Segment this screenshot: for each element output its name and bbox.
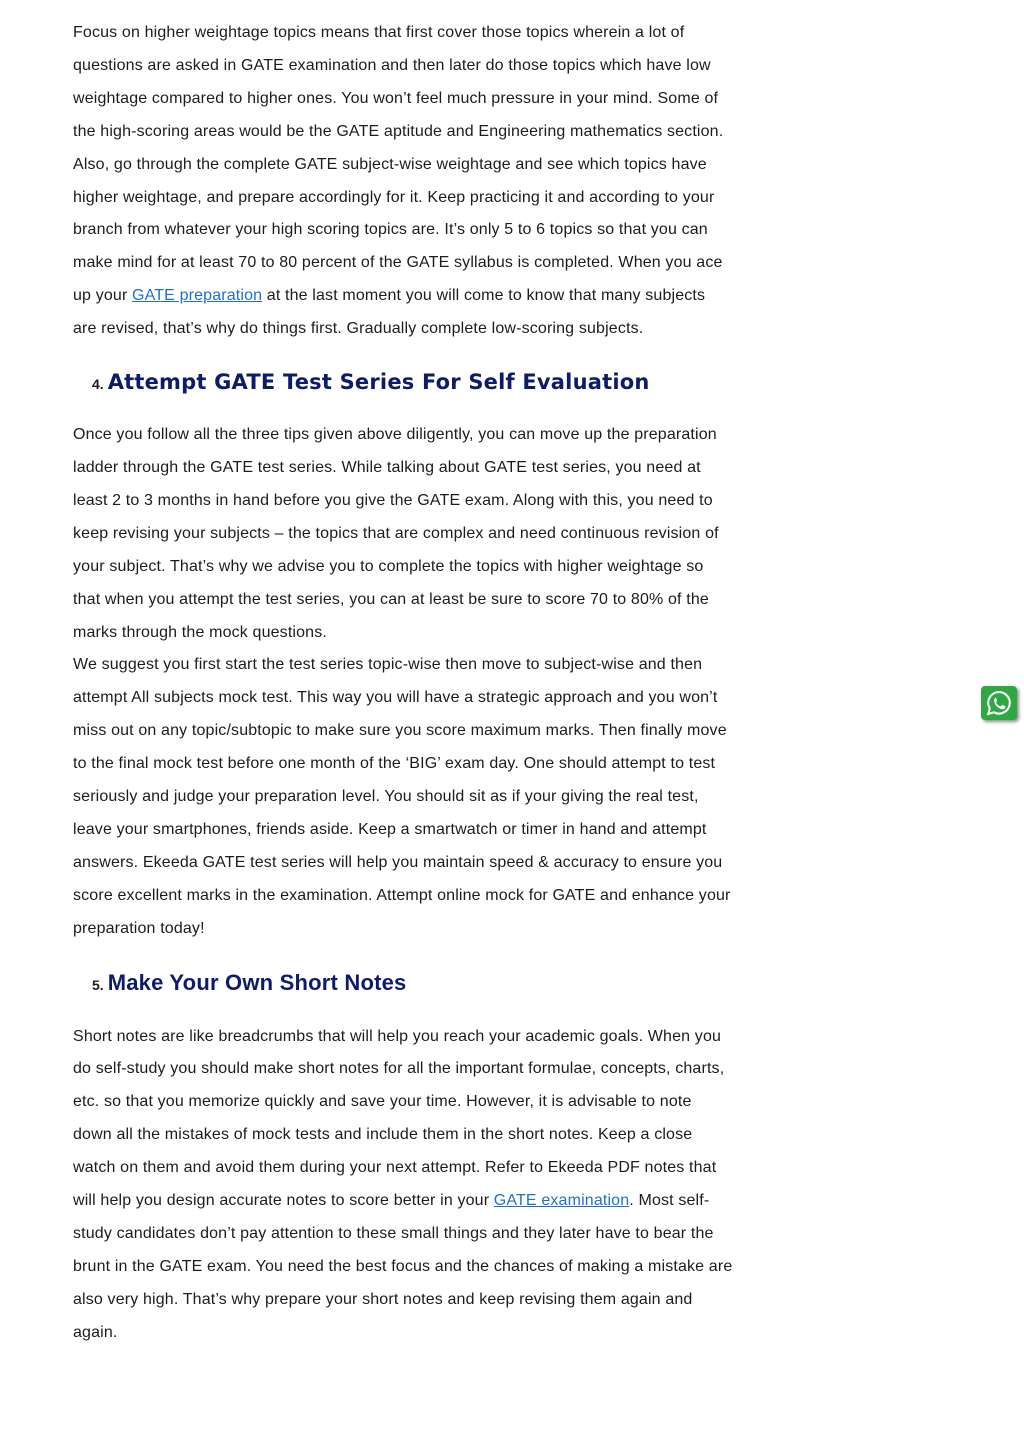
paragraph-text: Short notes are like breadcrumbs that will help you reach your academic goals. When you do self-study you should make short notes for all the important formulae, concepts, charts, etc. so that you memorize quickly and save your time. However, it is advisable to note down all the mistakes of mock tests and include them in the short notes. Keep a close watch on them and avoid them during your next attempt. Refer to Ekeeda PDF notes that will help you design accurate notes to score better in your bbox=[73, 1027, 725, 1210]
gate-preparation-link[interactable]: GATE preparation bbox=[132, 287, 263, 305]
list-number: 4. bbox=[92, 376, 104, 393]
paragraph-text: . Most self-study candidates don’t pay attention to these small things and they later have to bear the brunt in the GATE exam. You need the best focus and the chances of making a mistake are also very high. That’s why prepare your short notes and keep revising them again and again. bbox=[73, 1192, 733, 1341]
paragraph-test-strategy: We suggest you first start the test series topic-wise then move to subject-wise and then attempt All subjects mock test. This way you will have a strategic approach and you won’t miss out on any topic/subtopic to make sure you score maximum marks. Then finally move to the final mock test before one month of the ‘BIG’ exam day. One should attempt to test seriously and judge your preparation level. You should sit as if your giving the real test, leave your smartphones, friends aside. Keep a smartwatch or timer in hand and attempt answers. Ekeeda GATE test series will help you maintain speed & accuracy to ensure you score excellent marks in the examination. Attempt online mock for GATE and enhance your preparation today! bbox=[73, 656, 731, 937]
heading-text: Attempt GATE Test Series For Self Evaluation bbox=[107, 370, 650, 395]
paragraph-test-series: Once you follow all the three tips given above diligently, you can move up the preparation ladder through the GATE test series. While talking about GATE test series, you need at least 2 to 3 months in hand before you give the GATE exam. Along with this, you need to keep revising your subjects – the topics that are complex and need continuous revision of your subject. That’s why we advise you to complete the topics with higher weightage so that when you attempt the test series, you can at least be sure to score 70 to 80% of the marks through the mock questions. bbox=[73, 426, 719, 641]
heading-text: Make Your Own Short Notes bbox=[107, 969, 407, 995]
paragraph-text: at the last moment you will come to know that many subjects are revised, that’s why do things first. Gradually complete low-scoring subjects. bbox=[73, 287, 706, 338]
whatsapp-button[interactable] bbox=[981, 686, 1017, 720]
section-heading-short-notes bbox=[73, 970, 733, 996]
article-body bbox=[73, 17, 733, 1350]
list-number: 5. bbox=[92, 976, 104, 993]
section-heading-test-series bbox=[73, 370, 733, 394]
paragraph-text: Focus on higher weightage topics means that first cover those topics wherein a lot of questions are asked in GATE examination and then later do those topics which have low weightage compared to higher ones. You won’t feel much pressure in your mind. Some of the high-scoring areas would be the GATE aptitude and Engineering mathematics section. Also, go through the complete GATE subject-wise weightage and see which topics have higher weightage, and prepare accordingly for it. Keep practicing it and according to your branch from whatever your high scoring topics are. It’s only 5 to 6 topics so that you can make mind for at least 70 to 80 percent of the GATE syllabus is completed. When you ace up your bbox=[73, 24, 724, 305]
gate-examination-link[interactable]: GATE examination bbox=[493, 1192, 630, 1210]
whatsapp-icon bbox=[985, 689, 1013, 717]
paragraph-weightage bbox=[73, 17, 733, 346]
paragraph-short-notes bbox=[73, 1021, 733, 1350]
